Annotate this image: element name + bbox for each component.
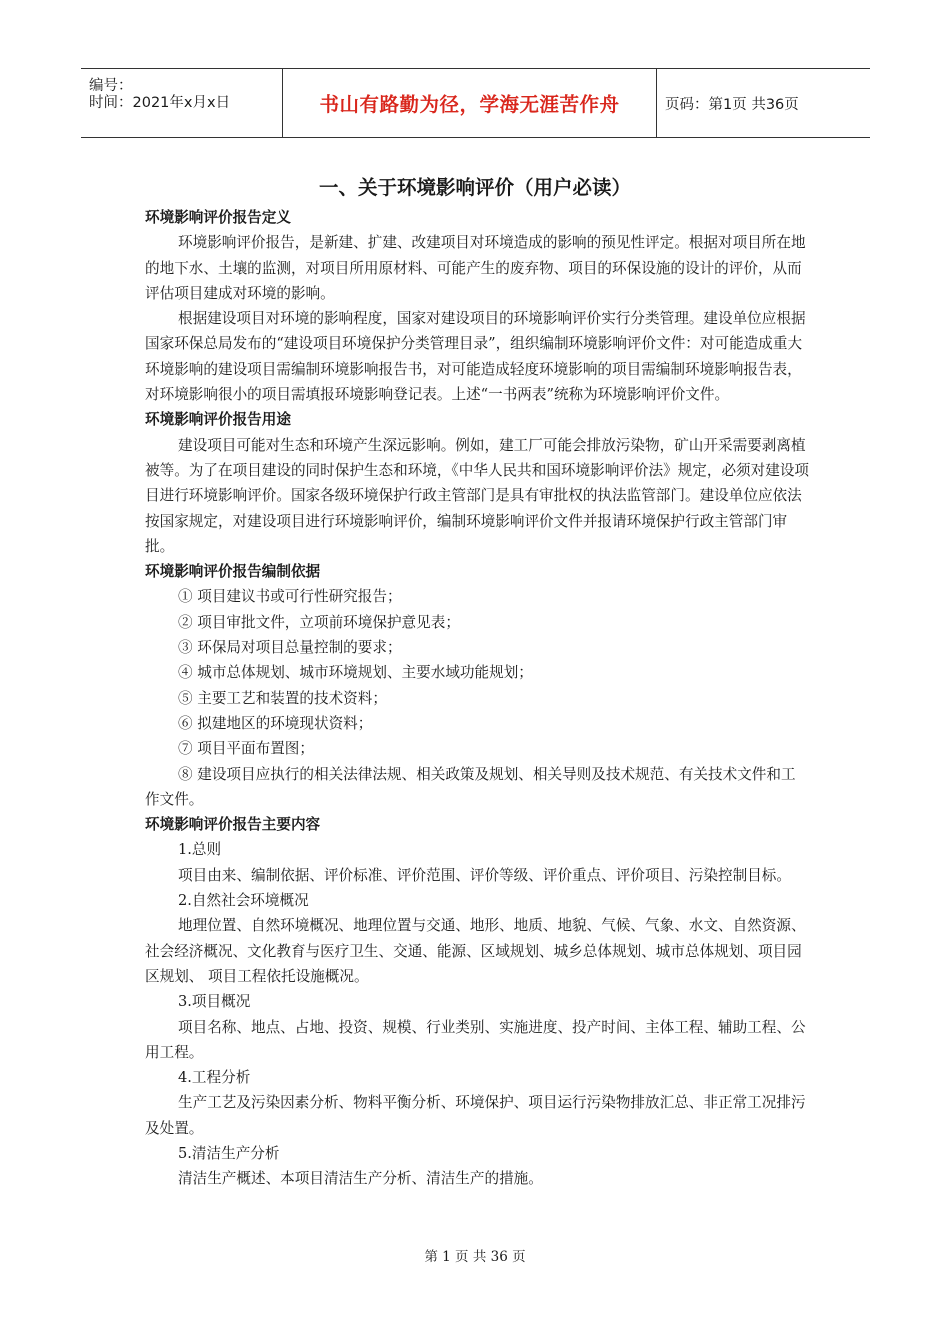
number-label: 编号： <box>89 78 133 94</box>
paragraph: 建设项目可能对生态和环境产生深远影响。例如，建工厂可能会排放污染物，矿山开采需要剥离植被等。为了在项目建设的同时保护生态和环境，《中华人民共和国环境影响评价法》规定，必须对建设项目进行环境影响评价。国家各级环境保护行政主管部门是具有审批权的执法监管部门。建设单位应依法按国家规定，对建设项目进行环境影响评价，编制环境影响评价文件并报请环境保护行政主管部门审批。 <box>145 436 810 555</box>
page-title: 一、关于环境影响评价（用户必读） <box>318 176 631 199</box>
header-motto-cell <box>283 69 657 137</box>
list-item: ③ 环保局对项目总量控制的要求； <box>178 639 402 657</box>
list-item: ⑤ 主要工艺和装置的技术资料； <box>178 689 387 707</box>
header-meta-cell <box>81 69 283 137</box>
list-item: ② 项目审批文件，立项前环境保护意见表； <box>178 613 460 631</box>
document-header <box>81 68 870 138</box>
subheading: 5.清洁生产分析 <box>178 1144 280 1162</box>
paragraph: 清洁生产概述、本项目清洁生产分析、清洁生产的措施。 <box>178 1170 543 1188</box>
paragraph: 项目名称、地点、占地、投资、规模、行业类别、实施进度、投产时间、主体工程、辅助工程、公用工程。 <box>145 1018 806 1061</box>
list-item: ⑧ 建设项目应执行的相关法律法规、相关政策及规划、相关导则及技术规范、有关技术文件和工作文件。 <box>145 765 796 808</box>
section-heading-purpose: 环境影响评价报告用途 <box>145 411 291 429</box>
subheading: 1.总则 <box>178 841 222 859</box>
paragraph: 项目由来、编制依据、评价标准、评价范围、评价等级、评价重点、评价项目、污染控制目标。 <box>178 866 791 884</box>
subheading: 2.自然社会环境概况 <box>178 892 309 910</box>
section-heading-definition: 环境影响评价报告定义 <box>145 209 291 226</box>
paragraph: 地理位置、自然环境概况、地理位置与交通、地形、地质、地貌、气候、气象、水文、自然资源、社会经济概况、文化教育与医疗卫生、交通、能源、区域规划、城乡总体规划、城市总体规划、项目园区规划、 项目工程依托设施概况。 <box>145 917 806 985</box>
list-item: ④ 城市总体规划、城市环境规划、主要水域功能规划； <box>178 664 533 682</box>
motto-text: 书山有路勤为径，学海无涯苦作舟 <box>319 93 620 116</box>
paragraph: 生产工艺及污染因素分析、物料平衡分析、环境保护、项目运行污染物排放汇总、非正常工况排污及处置。 <box>145 1094 806 1137</box>
paragraph: 根据建设项目对环境的影响程度，国家对建设项目的环境影响评价实行分类管理。建设单位应根据国家环保总局发布的“建设项目环境保护分类管理目录”，组织编制环境影响评价文件：对可能造成重大环境影响的建设项目需编制环境影响报告书，对可能造成轻度环境影响的项目需编制环境影响报告表，对环境影响很小的项目需填报环境影响登记表。上述“一书两表”统称为环境影响评价文件。 <box>145 310 806 404</box>
list-item: ⑦ 项目平面布置图； <box>178 740 314 758</box>
subheading: 4.工程分析 <box>178 1069 251 1087</box>
document-body <box>145 205 810 1192</box>
page-footer: 第 1 页 共 36 页 <box>424 1249 526 1265</box>
section-heading-content: 环境影响评价报告主要内容 <box>145 816 321 834</box>
paragraph: 环境影响评价报告，是新建、扩建、改建项目对环境造成的影响的预见性评定。根据对项目所在地的地下水、土壤的监测，对项目所用原材料、可能产生的废弃物、项目的环保设施的设计的评价，从而评估项目建成对环境的影响。 <box>145 234 806 302</box>
page-info: 页码：第1页 共36页 <box>665 96 799 113</box>
list-item: ① 项目建议书或可行性研究报告； <box>178 588 402 606</box>
date-label: 时间：2021年x月x日 <box>89 95 231 111</box>
header-page-cell <box>657 69 870 137</box>
list-item: ⑥ 拟建地区的环境现状资料； <box>178 714 373 732</box>
subheading: 3.项目概况 <box>178 993 251 1011</box>
section-heading-basis: 环境影响评价报告编制依据 <box>145 563 321 581</box>
